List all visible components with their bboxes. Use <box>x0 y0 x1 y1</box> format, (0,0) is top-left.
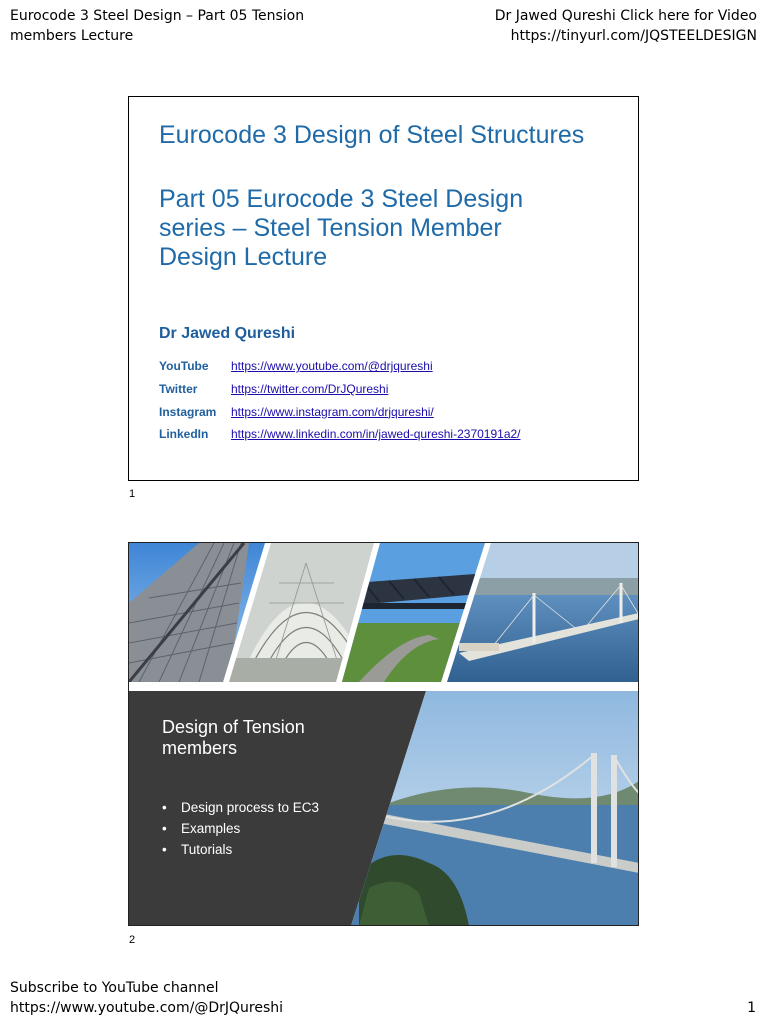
social-links <box>159 355 521 446</box>
list-item: • Tutorials <box>162 839 319 860</box>
slide-2-number: 2 <box>129 934 136 946</box>
social-url[interactable]: https://www.instagram.com/drjqureshi/ <box>231 404 434 419</box>
slide-2-bullet-list <box>162 797 319 860</box>
bullet-icon: • <box>162 842 167 857</box>
slide-2 <box>128 542 639 926</box>
slide-2-title: Design of Tension members <box>162 717 305 758</box>
social-label: Twitter <box>159 382 198 397</box>
social-link-twitter <box>159 378 521 401</box>
social-link-instagram <box>159 400 521 423</box>
subscribe-text: Subscribe to YouTube channel <box>10 980 219 996</box>
social-link-youtube <box>159 355 521 378</box>
social-url[interactable]: https://www.youtube.com/@drjqureshi <box>231 359 433 374</box>
video-link-label: Dr Jawed Qureshi Click here for Video <box>494 8 757 24</box>
document-header-title: Eurocode 3 Steel Design – Part 05 Tension members Lecture <box>10 8 305 44</box>
bullet-icon: • <box>162 800 167 815</box>
social-url[interactable]: https://twitter.com/DrJQureshi <box>231 382 389 397</box>
social-label: Instagram <box>159 404 217 419</box>
video-link-url[interactable]: https://tinyurl.com/JQSTEELDESIGN <box>510 28 757 44</box>
list-item: • Examples <box>162 818 319 839</box>
slide-1-number: 1 <box>129 488 136 500</box>
youtube-channel-url[interactable]: https://www.youtube.com/@DrJQureshi <box>10 1000 284 1016</box>
slide-1-subtitle: Part 05 Eurocode 3 Steel Design series – Steel Tension Member Design Lecture <box>159 185 524 271</box>
social-url[interactable]: https://www.linkedin.com/in/jawed-qureshi-2370191a2/ <box>231 427 521 442</box>
slide-1-title: Eurocode 3 Design of Steel Structures <box>159 121 585 149</box>
bullet-icon: • <box>162 821 167 836</box>
social-link-linkedin <box>159 423 521 446</box>
slide-1 <box>128 96 639 481</box>
social-label: YouTube <box>159 359 209 374</box>
author-name: Dr Jawed Qureshi <box>159 325 296 342</box>
social-label: LinkedIn <box>159 427 209 442</box>
page-number: 1 <box>747 1000 756 1016</box>
list-item: • Design process to EC3 <box>162 797 319 818</box>
document-header-video-link[interactable] <box>457 6 757 46</box>
document-footer <box>10 978 410 1018</box>
